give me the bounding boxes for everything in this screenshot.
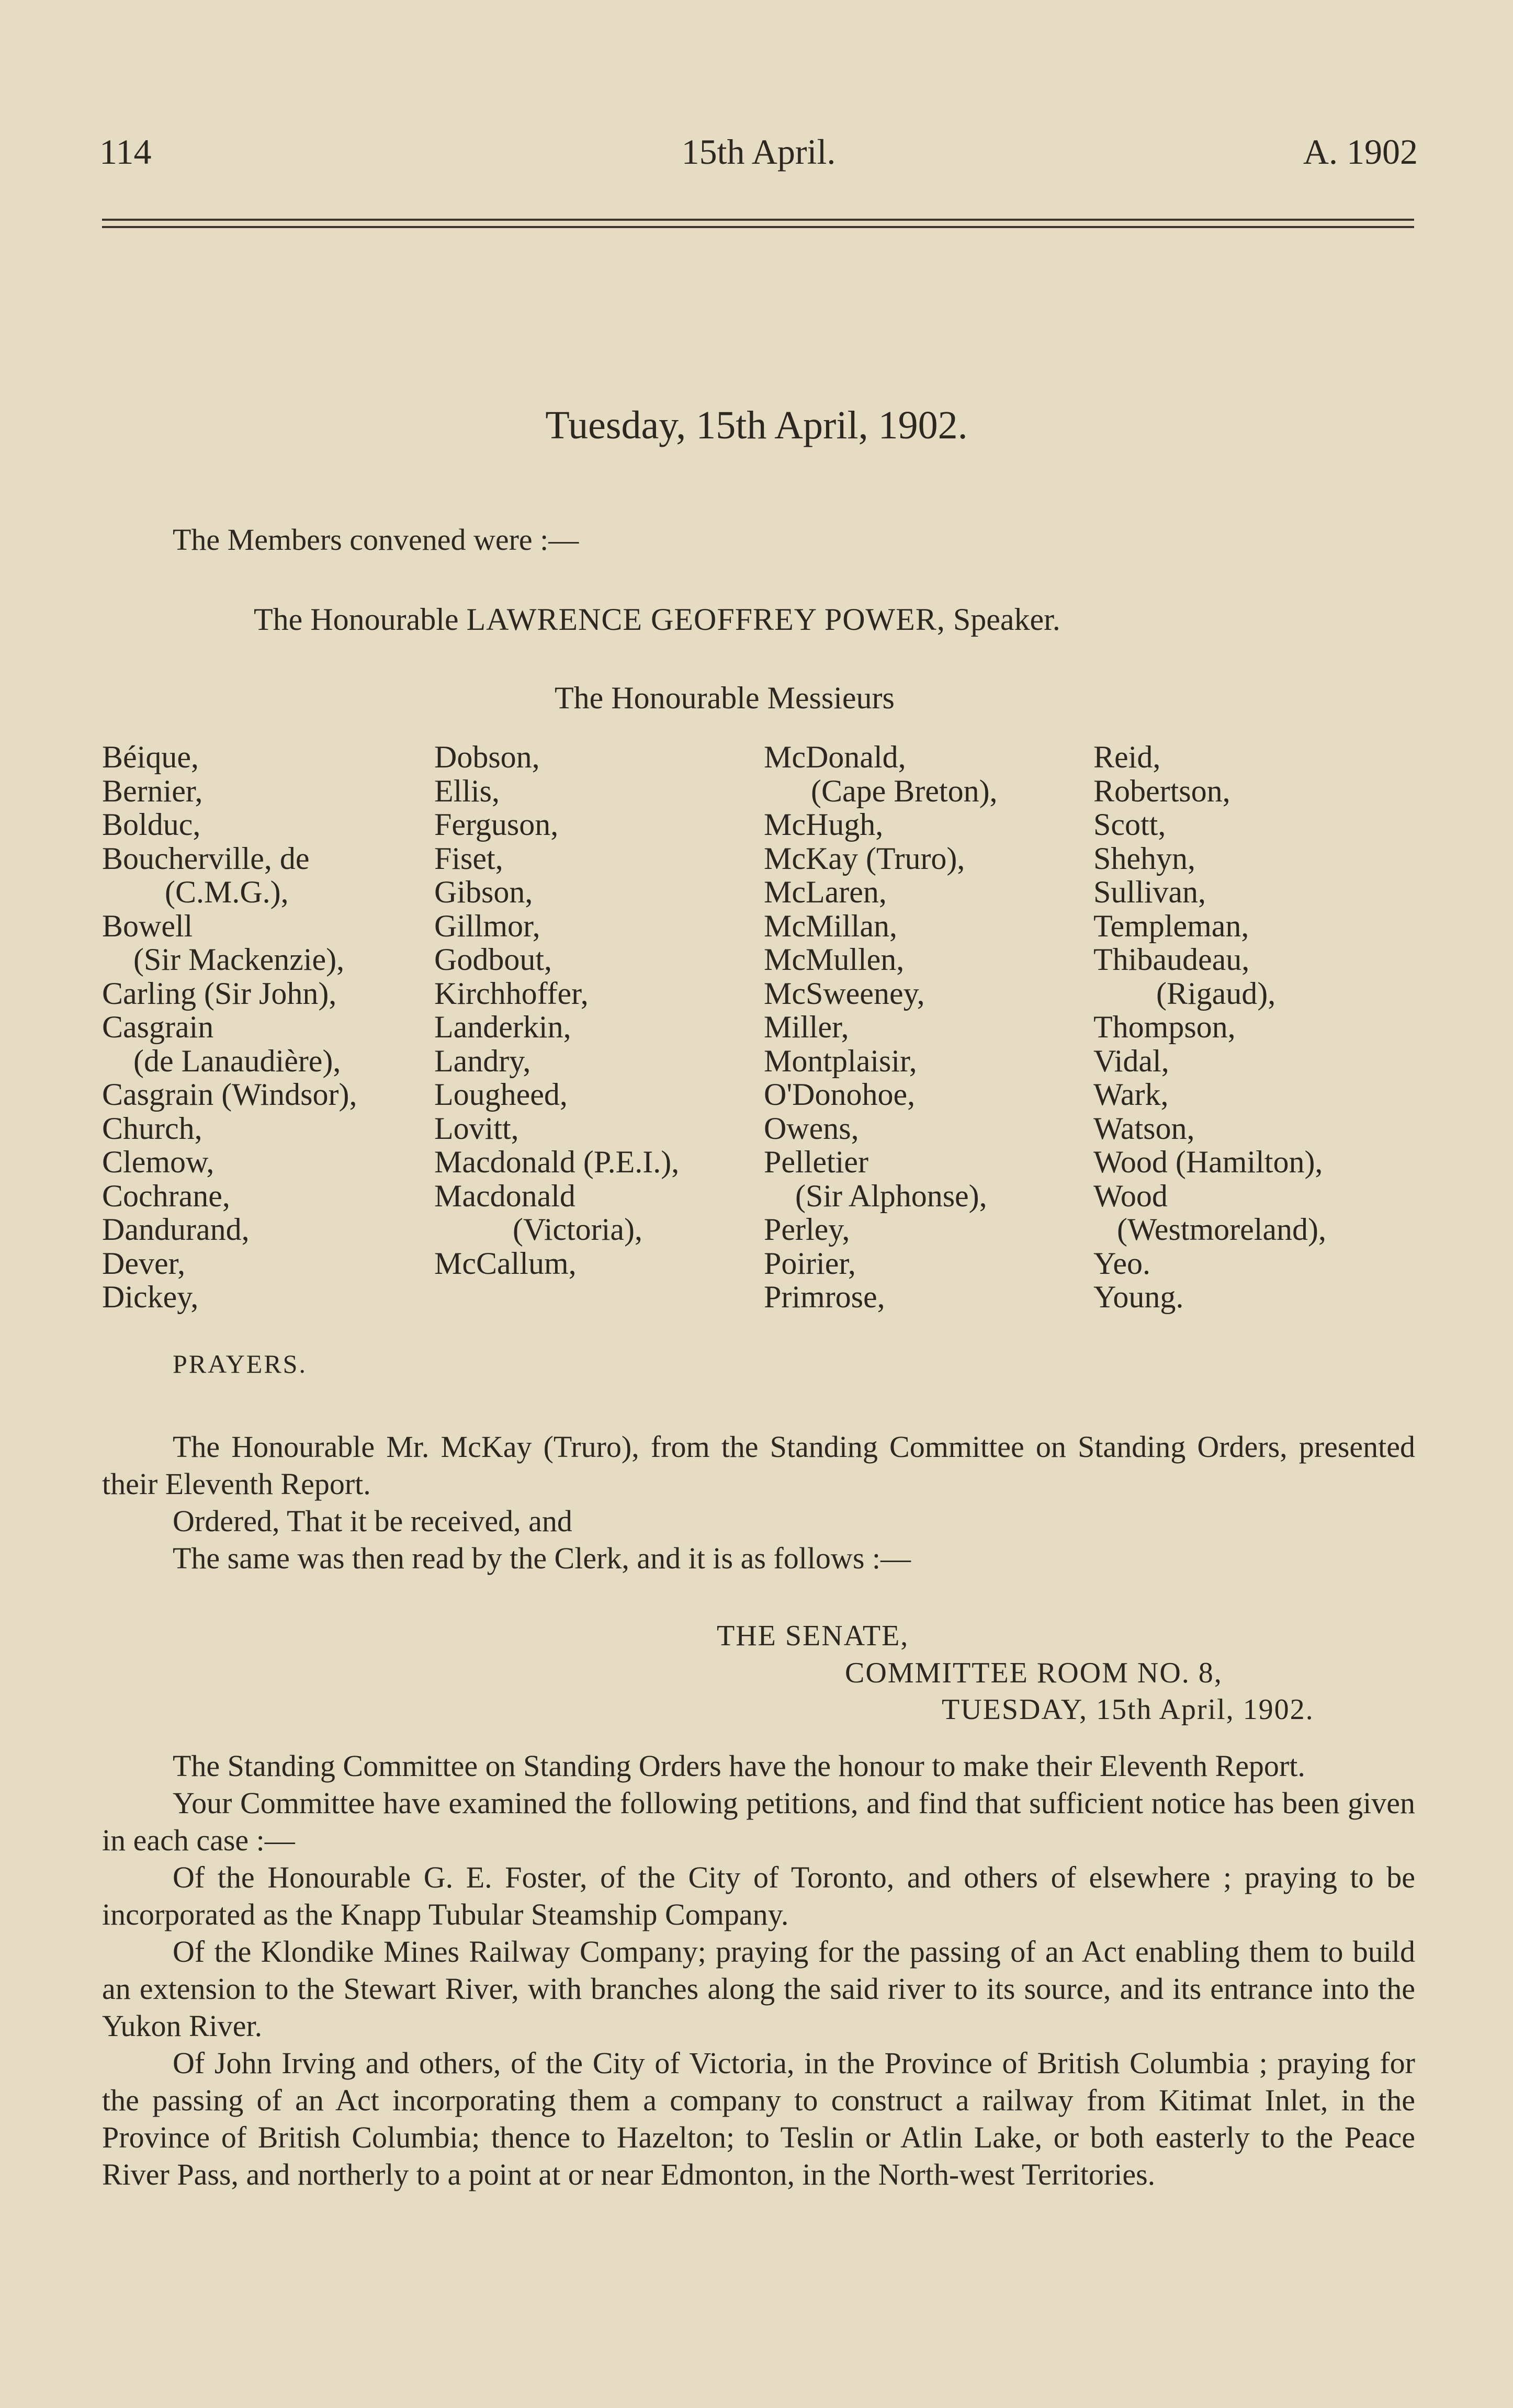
member-name: Macdonald (434, 1178, 575, 1213)
member-name: Wood (1093, 1178, 1168, 1213)
member-name: Gibson, (434, 875, 533, 909)
member-name: Landerkin, (434, 1010, 571, 1044)
member-name: Sullivan, (1093, 875, 1206, 909)
member-name: Thibaudeau, (1093, 942, 1250, 977)
member-name: (Sir Mackenzie), (102, 942, 345, 977)
sitting-date-heading: Tuesday, 15th April, 1902. (545, 403, 968, 447)
running-head (99, 128, 1418, 175)
speaker-line (254, 602, 1060, 638)
member-name: Dobson, (434, 740, 540, 774)
member-name: McSweeney, (764, 976, 925, 1011)
member-name: (Westmoreland), (1093, 1212, 1327, 1247)
member-name: Wark, (1093, 1077, 1169, 1112)
member-name: McHugh, (764, 807, 884, 842)
member-name: (Cape Breton), (764, 773, 998, 808)
member-name: Pelletier (764, 1145, 868, 1179)
member-name: Clemow, (102, 1145, 214, 1179)
member-name: Miller, (764, 1010, 849, 1044)
member-name: Shehyn, (1093, 841, 1195, 876)
address-date: TUESDAY, 15th April, 1902. (942, 1693, 1314, 1726)
speaker-role: Speaker. (953, 602, 1060, 637)
address-senate: THE SENATE, (717, 1620, 909, 1652)
member-name: Owens, (764, 1111, 859, 1146)
member-name: Montplaisir, (764, 1043, 917, 1078)
report-body (102, 1747, 1415, 2193)
member-name: Fiset, (434, 841, 503, 876)
member-name: McLaren, (764, 875, 887, 909)
member-name: Ferguson, (434, 807, 559, 842)
member-name: Lovitt, (434, 1111, 519, 1146)
member-name: Bernier, (102, 773, 203, 808)
member-name: Young. (1093, 1280, 1184, 1314)
running-head-year: A. 1902 (1303, 132, 1418, 172)
speaker-name: LAWRENCE GEOFFREY POWER, (466, 602, 945, 637)
speaker-prefix: The Honourable (254, 602, 459, 637)
member-name: Dandurand, (102, 1212, 250, 1247)
member-name: (Rigaud), (1093, 976, 1276, 1011)
member-name: Boucherville, de (102, 841, 310, 876)
member-name: Bowell (102, 908, 193, 943)
member-name: Béique, (102, 740, 199, 774)
member-name: Thompson, (1093, 1010, 1236, 1044)
member-name: Templeman, (1093, 908, 1249, 943)
member-name: Dever, (102, 1246, 186, 1281)
header-rule-bottom (102, 226, 1414, 228)
member-name: (de Lanaudière), (102, 1043, 341, 1078)
page-number: 114 (99, 132, 152, 172)
member-name: Lougheed, (434, 1077, 568, 1112)
member-name: Godbout, (434, 942, 552, 977)
member-name: (Sir Alphonse), (764, 1178, 987, 1213)
members-list (0, 740, 1513, 1316)
body-paragraph: Your Committee have examined the following petitions, and find that sufficient notice has been given in each case :— (102, 1786, 1415, 1857)
committee-report-intro (102, 1428, 1415, 1577)
member-name: McCallum, (434, 1246, 577, 1281)
member-name: McKay (Truro), (764, 841, 965, 876)
member-name: Cochrane, (102, 1178, 230, 1213)
member-name: Kirchhoffer, (434, 976, 589, 1011)
member-name: O'Donohoe, (764, 1077, 916, 1112)
member-name: Casgrain (Windsor), (102, 1077, 357, 1112)
header-rule-top (102, 219, 1414, 221)
members-column-4 (1093, 740, 1326, 1314)
member-name: Reid, (1093, 740, 1161, 774)
address-committee-room: COMMITTEE ROOM NO. 8, (845, 1657, 1223, 1689)
member-name: Robertson, (1093, 773, 1230, 808)
member-name: (Victoria), (434, 1212, 642, 1247)
member-name: McDonald, (764, 740, 906, 774)
member-name: Perley, (764, 1212, 850, 1247)
member-name: Yeo. (1093, 1246, 1150, 1281)
prayers-heading: PRAYERS. (173, 1349, 307, 1378)
member-name: Casgrain (102, 1010, 214, 1044)
running-head-date: 15th April. (681, 132, 836, 172)
member-name: Dickey, (102, 1280, 199, 1314)
messieurs-heading: The Honourable Messieurs (555, 681, 895, 715)
body-paragraph: Of the Honourable G. E. Foster, of the City of Toronto, and others of elsewhere ; praying to be incorporated as the Knapp Tubular Steamship Company. (102, 1860, 1415, 1931)
member-name: Vidal, (1093, 1043, 1169, 1078)
member-name: Primrose, (764, 1280, 885, 1314)
members-column-3 (764, 740, 998, 1314)
member-name: Macdonald (P.E.I.), (434, 1145, 680, 1179)
body-paragraph: The Standing Committee on Standing Orders have the honour to make their Eleventh Report. (173, 1749, 1305, 1783)
member-name: Bolduc, (102, 807, 201, 842)
member-name: McMullen, (764, 942, 905, 977)
member-name: Ellis, (434, 773, 500, 808)
members-column-1 (102, 740, 357, 1314)
member-name: Scott, (1093, 807, 1166, 842)
report-paragraph: The same was then read by the Clerk, and it is as follows :— (173, 1541, 911, 1575)
member-name: Poirier, (764, 1246, 856, 1281)
member-name: Wood (Hamilton), (1093, 1145, 1323, 1179)
members-column-2 (434, 740, 679, 1280)
members-convened-line: The Members convened were :— (173, 523, 579, 557)
member-name: Church, (102, 1111, 202, 1146)
body-paragraph: Of the Klondike Mines Railway Company; praying for the passing of an Act enabling them to build an extension to the Stewart River, with branches along the said river to its source, and its entrance into the Yukon River. (102, 1935, 1415, 2043)
member-name: (C.M.G.), (102, 875, 289, 909)
member-name: Carling (Sir John), (102, 976, 337, 1011)
report-paragraph: The Honourable Mr. McKay (Truro), from the Standing Committee on Standing Orders, presented their Eleventh Report. (102, 1430, 1415, 1501)
member-name: Gillmor, (434, 908, 540, 943)
member-name: McMillan, (764, 908, 897, 943)
member-name: Landry, (434, 1043, 531, 1078)
report-paragraph: Ordered, That it be received, and (173, 1504, 572, 1538)
body-paragraph: Of John Irving and others, of the City of Victoria, in the Province of British Columbia ; praying for the passing of an Act incorporating them a company to construct a railway from Kitimat Inlet, in the Province of British Columbia; thence to Hazelton; to Teslin or Atlin Lake, or both easterly to the Peace River Pass, and northerly to a point at or near Edmonton, in the North-west Territories. (102, 2046, 1415, 2191)
member-name: Watson, (1093, 1111, 1195, 1146)
